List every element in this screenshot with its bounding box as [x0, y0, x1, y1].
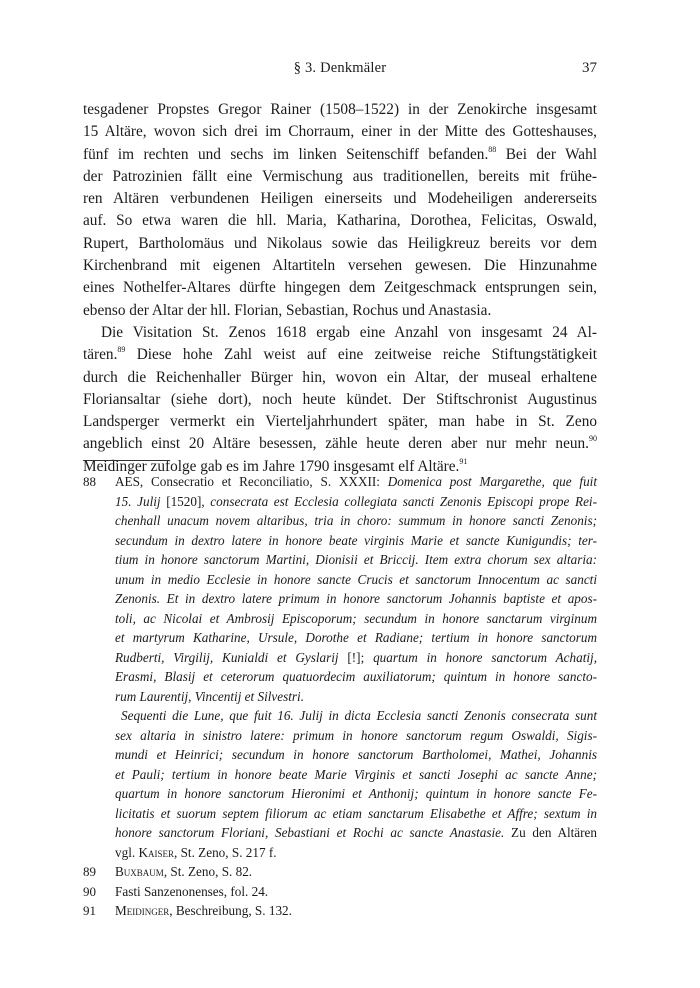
footnote	[83, 862, 597, 882]
body-line: der Patrozinien fällt eine Vermischung aus traditionellen, bereits mit frühe-	[83, 167, 597, 185]
footnote-line: Rudberti, Virgilij, Kunialdi et Gyslarij [!]; quartum in honore sanctorum Achatij,	[115, 649, 597, 665]
body-line: tären.$^{89}$ Diese hohe Zahl weist auf eine zeitweise reiche Stiftungstätigkeit	[83, 345, 597, 364]
footnote-ref[interactable]: 89	[117, 345, 126, 355]
body-line: 15 Altäre, wovon sich drei im Chorraum, einer in der Mitte des Gotteshauses,	[83, 123, 597, 141]
body-line: ren Altären verbundenen Heiligen einerseits und Modeheiligen andererseits	[83, 190, 597, 208]
footnote-ref[interactable]: 90	[589, 434, 597, 444]
body-line: ebenso der Altar der hll. Florian, Sebastian, Rochus und Anastasia.	[83, 301, 492, 319]
body-line: Rupert, Bartholomäus und Nikolaus sowie das Heiligkreuz bereits vor dem	[83, 234, 597, 252]
footnote-line: mundi et Heinrici; secundum in honore sanctorum Bartholomei, Mathei, Johannis	[115, 747, 597, 762]
body-line: auf. So etwa waren die hll. Maria, Katharina, Dorothea, Felicitas, Oswald,	[83, 212, 597, 230]
body-line: Landsperger vermerkt ein Vierteljahrhundert später, man habe in St. Zeno	[83, 413, 597, 431]
footnote-line: Sequenti die Lune, que fuit 16. Julij in dicta Ecclesia sancti Zenonis consecrata sunt	[121, 708, 597, 723]
footnote-line: licitatis et suorum septem filiorum ac etiam sanctarum Elisabethe et Affre; sextum in	[115, 805, 597, 821]
footnote-line: Zenonis. Et in dextro latere primum in honore sanctorum Johannis baptiste et apos-	[115, 591, 597, 606]
footnote-ref[interactable]: 88	[488, 144, 497, 154]
footnote-line: honore sanctorum Floriani, Sebastiani et Rochi ac sancte Anastasie. Zu den Altären	[115, 825, 597, 840]
footnote	[83, 472, 597, 862]
footnote-number: 89	[83, 864, 96, 879]
footnote-line: secundum in dextro latere in honore beate virginis Marie et sancte Kunigundis; ter-	[115, 532, 597, 548]
footnote	[83, 901, 597, 921]
footnote-line: Erasmi, Blasij et ceterorum quatuordecim auxiliatorum; quintum in honore sancto-	[115, 669, 597, 684]
footnote-number: 91	[83, 903, 96, 918]
footnote-line: unum in medio Ecclesie in honore sancte Crucis et sanctorum Innocentum ac sancti	[115, 571, 597, 587]
body-line: Kirchenbrand mit eigenen Altartiteln versehen gewesen. Die Hinzunahme	[83, 257, 597, 275]
body-line: Floriansaltar (siehe dort), noch heute kündet. Der Stiftschronist Augustinus	[83, 390, 597, 408]
footnote-number: 88	[83, 474, 96, 489]
footnote-line: et martyrum Katharine, Ursule, Dorothe et Radiane; tertium in honore sanctorum	[115, 630, 597, 645]
footnote-line: sex altaria in sinistro latere: primum in honore sanctorum regum Oswaldi, Sigis-	[115, 727, 597, 743]
footnote-number: 90	[83, 883, 96, 899]
body-line: angeblich einst 20 Altäre besessen, zähle heute deren aber nur mehr neun.$^{90}$	[83, 434, 597, 453]
footnote-line: 15. Julij [1520], consecrata est Ecclesia collegiata sancti Zenonis Episcopi prope Rei-	[115, 493, 597, 509]
footnote-line: toli, ac Nicolai et Ambrosij Episcoporum; secundum in honore sanctarum virginum	[115, 610, 597, 626]
footnote-line: vgl. Kaiser, St. Zeno, S. 217 f.	[115, 844, 277, 860]
footnote-line: Meidinger, Beschreibung, S. 132.	[115, 903, 292, 918]
running-head	[83, 60, 597, 80]
body-line: Meidinger zufolge gab es im Jahre 1790 insgesamt elf Altäre.$^{91}$	[83, 456, 468, 475]
footnote-line: quartum in honore sanctorum Hieronimi et Anthonij; quintum in honore sancte Fe-	[115, 786, 597, 801]
footnotes	[83, 472, 597, 921]
footnote-line: Fasti Sanzenonenses, fol. 24.	[115, 883, 269, 899]
footnote-line: chenhall unacum novem altaribus, tria in choro: summum in honore sancti Zenonis;	[115, 513, 597, 528]
page-number: 37	[582, 60, 597, 76]
body-line: tesgadener Propstes Gregor Rainer (1508–1522) in der Zenokirche insgesamt	[83, 101, 597, 118]
body-line: Die Visitation St. Zenos 1618 ergab eine Anzahl von insgesamt 24 Al-	[101, 323, 597, 341]
footnote-line: tium in honore sanctorum Martini, Dionisii et Briccij. Item extra chorum sex altaria:	[115, 552, 597, 567]
body-text	[83, 99, 597, 478]
body-line: eines Nothelfer-Altares dürfte hingegen dem Zeitgeschmack entsprungen sein,	[83, 279, 597, 297]
footnote	[83, 882, 597, 902]
footnote-line: AES, Consecratio et Reconciliatio, S. XXXII: Domenica post Margarethe, que fuit	[115, 474, 597, 489]
footnote-line: et Pauli; tertium in honore beate Marie Virginis et sancti Josephi ac sancte Anne;	[115, 766, 597, 782]
footnote-line: Buxbaum, St. Zeno, S. 82.	[115, 864, 253, 879]
body-line: fünf im rechten und sechs im linken Seitenschiff befanden.$^{88}$ Bei der Wahl	[83, 144, 597, 163]
footnote-line: rum Laurentij, Vincentij et Silvestri.	[115, 688, 304, 704]
body-line: durch die Reichenhaller Bürger hin, wovon ein Altar, der museal erhaltene	[83, 368, 597, 386]
footnote-ref[interactable]: 91	[459, 456, 468, 466]
footnote-separator	[83, 460, 169, 461]
running-head-title: § 3. Denkmäler	[293, 60, 387, 76]
